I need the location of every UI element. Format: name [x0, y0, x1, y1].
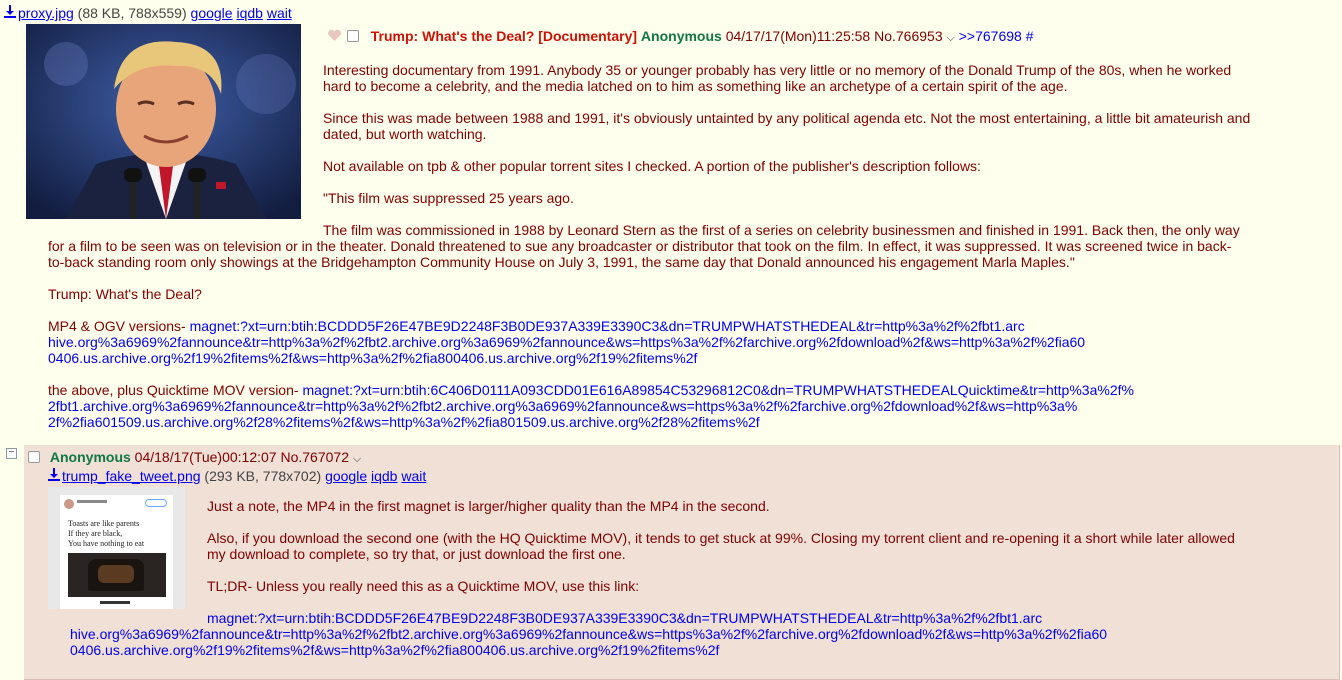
chevron-down-icon[interactable]: ⌵ — [352, 453, 362, 465]
op-backlink[interactable]: >>767698 — [958, 28, 1022, 44]
reply-file-meta: (293 KB, 778x702) — [204, 468, 322, 484]
op-para-6: Trump: What's the Deal? — [48, 286, 202, 302]
op-para-5-line-1: The film was commissioned in 1988 by Leonard Stern as the first of a series on celebrity businessmen and finished in 1991. Back then, the only way — [323, 222, 1240, 238]
tweet-text: Toasts are like parents If they are black, You have nothing to eat — [68, 519, 145, 548]
reply-para-1: Just a note, the MP4 in the first magnet is larger/higher quality than the MP4 in the second. — [207, 498, 770, 514]
reply-magnet-link-rest[interactable]: hive.org%3a6969%2fannounce&tr=http%3a%2f%2fbt2.archive.org%3a6969%2fannounce&ws=https%3a%2f%2farchive.org%2fdownload%2f&ws=http%3a%2f%2fia60 0406.us.archive.org%2f19%2fitems%2f&ws=http%3a%2f%2fia800406.us.archive.org%2f19%2fitems%2f — [70, 626, 1108, 658]
download-icon[interactable] — [48, 468, 62, 484]
reply-poster-name: Anonymous — [49, 449, 131, 465]
reply-post-number[interactable]: No.767072 — [280, 449, 349, 465]
op-magnet-link-2[interactable]: magnet:?xt=urn:btih:6C406D0111A093CDD01E616A89854C53296812C0&dn=TRUMPWHATSTHEDEALQuicktime&tr=http%3a%2f% 2fbt1.archive.org%3a6969%2fannounce&tr=http%3a%2f%2fbt2.archive.org%3a6969%2fannounce&ws=https%3a%2f%2farchive.org%2fdownload%2f&ws=http%3a% 2f%2fia601509.us.archive.org%2f28%2fitems%2f&ws=http%3a%2f%2fia801509.us.archive.org%2f28%2fitems%2f — [48, 382, 1134, 430]
reply-magnet-link-line-1[interactable]: magnet:?xt=urn:btih:BCDDD5F26E47BE9D2248F3B0DE937A339E3390C3&dn=TRUMPWHATSTHEDEAL&tr=http%3a%2f%2fbt1.arc — [207, 610, 1043, 626]
op-google-link[interactable]: google — [190, 5, 233, 21]
reply-header — [28, 449, 361, 467]
reply-file-info — [48, 468, 426, 484]
reply-file-name[interactable]: trump_fake_tweet.png — [62, 468, 201, 484]
op-para-8: the above, plus Quicktime MOV version- magnet:?xt=urn:btih:6C406D0111A093CDD01E616A89854C53296812C0&dn=TRUMPWHATSTHEDEALQuicktime&tr=http%3a%2f% 2fbt1.archive.org%3a6969%2fannounce&tr=http%3a%2f%2fbt2.archive.org%3a6969%2fannounce&ws=https%3a%2f%2farchive.org%2fdownload%2f&ws=http%3a% 2f%2fia601509.us.archive.org%2f28%2fitems%2f&ws=http%3a%2f%2fia801509.us.archive.org%2f28%2fitems%2f — [48, 382, 1134, 430]
op-para-7: MP4 & OGV versions- magnet:?xt=urn:btih:BCDDD5F26E47BE9D2248F3B0DE937A339E3390C3&dn=TRUMPWHATSTHEDEAL&tr=http%3a%2f%2fbt1.arc hive.org%3a6969%2fannounce&tr=http%3a%2f%2fbt2.archive.org%3a6969%2fannounce&ws=https%3a%2f%2farchive.org%2fdownload%2f&ws=http%3a%2f%2fia60 0406.us.archive.org%2f19%2fitems%2f&ws=http%3a%2f%2fia800406.us.archive.org%2f19%2fitems%2f — [48, 318, 1086, 366]
op-poster-name: Anonymous — [640, 28, 722, 44]
reply-wait-link[interactable]: wait — [401, 468, 427, 484]
op-wait-link[interactable]: wait — [266, 5, 292, 21]
reply-para-3: TL;DR- Unless you really need this as a Quicktime MOV, use this link: — [207, 578, 640, 594]
op-para-4: "This film was suppressed 25 years ago. — [323, 190, 574, 206]
op-file-info — [4, 5, 292, 21]
chevron-down-icon[interactable]: ⌵ — [946, 32, 955, 44]
op-iqdb-link[interactable]: iqdb — [236, 5, 263, 21]
op-file-meta: (88 KB, 788x559) — [77, 5, 187, 21]
tweet-card — [60, 495, 173, 609]
reply-date: 04/18/17(Tue)00:12:07 — [134, 449, 277, 465]
op-date: 04/17/17(Mon)11:25:58 — [725, 28, 871, 44]
download-icon[interactable] — [4, 5, 18, 21]
reply-select-checkbox[interactable] — [28, 451, 40, 463]
reply-iqdb-link[interactable]: iqdb — [371, 468, 398, 484]
op-para-3: Not available on tpb & other popular torrent sites I checked. A portion of the publisher's description follows: — [323, 158, 981, 174]
reply-thumbnail[interactable] — [48, 487, 185, 609]
heart-icon[interactable] — [327, 29, 343, 45]
minus-icon: − — [8, 447, 15, 458]
reply-para-2: Also, if you download the second one (with the HQ Quicktime MOV), it tends to get stuck at 99%. Closing my torrent client and re-opening it a short while later allowed my download to complete, so try that, or just download the first one. — [207, 530, 1235, 562]
op-para-1: Interesting documentary from 1991. Anybody 35 or younger probably has very little or no memory of the Donald Trump of the 80s, when he worked hard to become a celebrity, and the media latched on to him as something like an archetype of a certain spirit of the age. — [323, 62, 1232, 94]
toast-photo — [68, 553, 166, 597]
op-file-name[interactable]: proxy.jpg — [18, 5, 74, 21]
op-select-checkbox[interactable] — [347, 30, 359, 42]
op-magnet-link-1[interactable]: magnet:?xt=urn:btih:BCDDD5F26E47BE9D2248F3B0DE937A339E3390C3&dn=TRUMPWHATSTHEDEAL&tr=http%3a%2f%2fbt1.arc hive.org%3a6969%2fannounce&tr=http%3a%2f%2fbt2.archive.org%3a6969%2fannounce&ws=https%3a%2f%2farchive.org%2fdownload%2f&ws=http%3a%2f%2fia60 0406.us.archive.org%2f19%2fitems%2f&ws=http%3a%2f%2fia800406.us.archive.org%2f19%2fitems%2f — [48, 318, 1086, 366]
op-hash-link[interactable]: # — [1025, 28, 1034, 44]
op-para-2: Since this was made between 1988 and 1991, it's obviously untainted by any political agenda etc. Not the most entertaining, a little bit amateurish and dated, but worth watching. — [323, 110, 1251, 142]
op-subject: Trump: What's the Deal? [Documentary] — [370, 28, 638, 44]
op-header — [327, 28, 1034, 46]
reply-google-link[interactable]: google — [325, 468, 368, 484]
reply-collapse-button[interactable] — [6, 448, 17, 459]
op-para-5-rest: for a film to be seen was on television or in the theater. Donald threatened to sue any broadcaster or distributor that took on the film. In effect, it was suppressed. It was screened twice in back- to-back standing room only showings at the Bridgehampton Community House on July 3, 1991, the same day that Donald announced his engagement Marla Maples." — [48, 238, 1232, 270]
op-thumbnail[interactable] — [26, 24, 301, 219]
op-post-number[interactable]: No.766953 — [874, 28, 943, 44]
